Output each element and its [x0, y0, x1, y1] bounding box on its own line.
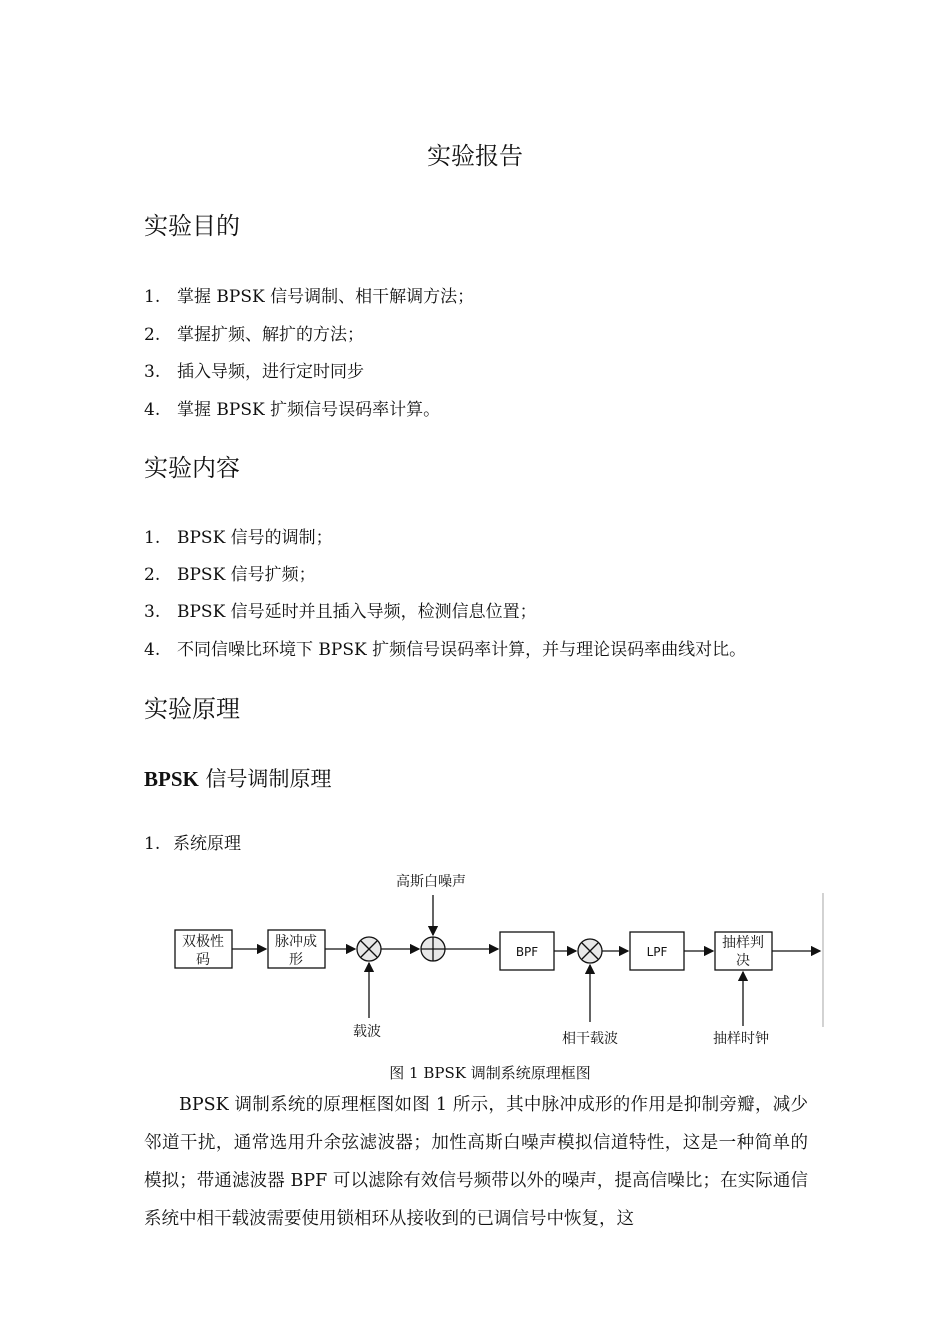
section-heading-principle: 实验原理	[144, 695, 240, 723]
sample-clock-label: 抽样时钟	[713, 1031, 769, 1047]
section-heading-content: 实验内容	[144, 454, 240, 482]
block-bipolar-label: 双极性	[182, 934, 224, 950]
list-item: 3. 插入导频，进行定时同步	[144, 362, 364, 382]
list-item: 1. BPSK 信号的调制；	[144, 528, 333, 548]
block-pulse-label: 形	[289, 952, 303, 968]
block-bpf-label: BPF	[515, 945, 539, 959]
list-item: 1. 系统原理	[144, 834, 241, 854]
block-pulse-label: 脉冲成	[275, 934, 317, 950]
block-decision-label: 决	[736, 953, 750, 969]
figure-caption: 图 1 BPSK 调制系统原理框图	[389, 1064, 591, 1082]
body-paragraph: BPSK 调制系统的原理框图如图 1 所示，其中脉冲成形的作用是抑制旁瓣，减少邻道干扰，通常选用升余弦滤波器；加性高斯白噪声模拟信道特性，这是一种简单的模拟；带通滤波器 BPF 可以滤除有效信号频带以外的噪声，提高信噪比；在实际通信系统中相干载波需要使用锁相环从接收到的已调信号中恢复，这	[144, 1095, 808, 1229]
carrier-label: 载波	[353, 1024, 381, 1040]
list-item: 3. BPSK 信号延时并且插入导频，检测信息位置；	[144, 602, 537, 622]
list-item: 4. 掌握 BPSK 扩频信号误码率计算。	[144, 400, 441, 420]
list-item: 2. 掌握扩频、解扩的方法；	[144, 325, 364, 345]
subsection-heading: BPSK 信号调制原理	[144, 767, 332, 791]
list-item: 1. 掌握 BPSK 信号调制、相干解调方法；	[144, 287, 475, 307]
list-item: 2. BPSK 信号扩频；	[144, 565, 316, 585]
block-decision-label: 抽样判	[722, 935, 764, 951]
list-item: 4. 不同信噪比环境下 BPSK 扩频信号误码率计算，并与理论误码率曲线对比。	[144, 640, 747, 660]
block-bipolar-label: 码	[196, 952, 210, 968]
noise-label: 高斯白噪声	[396, 874, 466, 890]
section-heading-purpose: 实验目的	[144, 212, 240, 240]
page-title: 实验报告	[427, 142, 523, 170]
block-lpf-label: LPF	[646, 945, 668, 959]
coherent-carrier-label: 相干载波	[562, 1031, 618, 1047]
bpsk-block-diagram	[0, 860, 950, 1060]
